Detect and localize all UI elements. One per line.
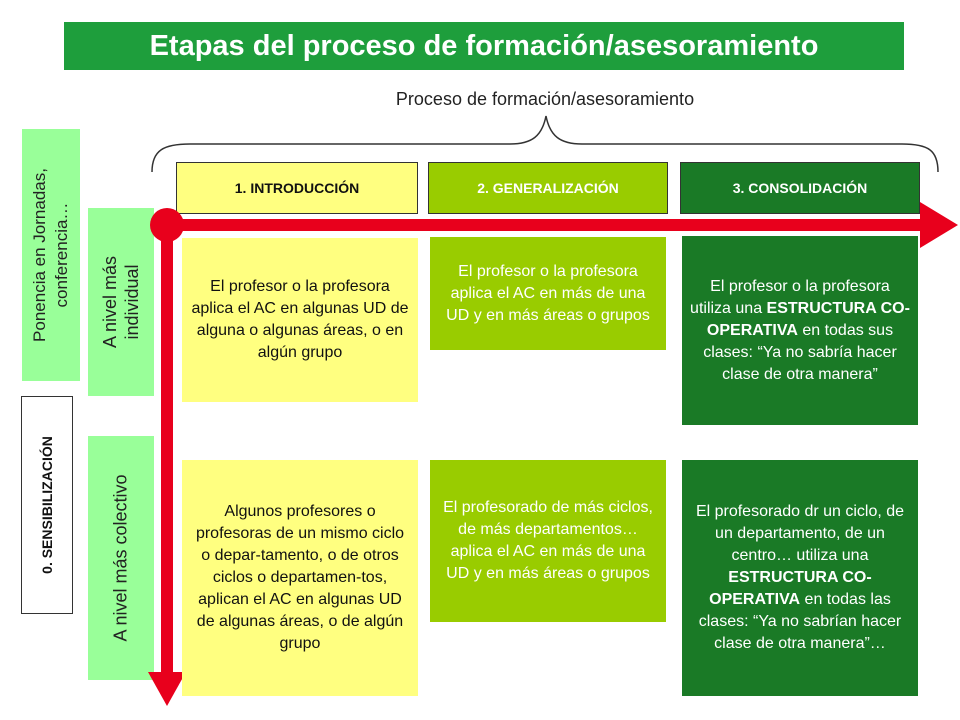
cell-gen-colectivo: El profesorado de más ciclos, de más departamentos… aplica el AC en más de una UD y en más áreas o grupos [430,460,666,622]
page-title: Etapas del proceso de formación/asesoramiento [64,22,904,70]
cell-intro-colectivo: Algunos profesores o profesoras de un mismo ciclo o depar-tamento, o de otros ciclos o departamen-tos, aplican el AC en algunas UD de algunas áreas, o de algún grupo [182,460,418,696]
process-label: Proceso de formación/asesoramiento [395,89,695,109]
cell-cons-colectivo [682,460,918,696]
sensibilizacion-label: 0. SENSIBILIZACIÓN [39,436,55,574]
stage-generalizacion: 2. GENERALIZACIÓN [428,162,668,214]
ponencia-line-2: conferencia… [52,202,71,308]
row-colectivo-text: A nivel más colectivo [111,474,132,642]
stage-consolidacion: 3. CONSOLIDACIÓN [680,162,920,214]
cell-intro-individual: El profesor o la profesora aplica el AC en algunas UD de alguna o algunas áreas, o en algún grupo [182,238,418,402]
row-individual-line-2: individual [122,264,143,340]
cell-cons-colectivo-text: El profesorado dr un ciclo, de un departamento, de un centro… utiliza una ESTRUCTURA CO-OPERATIVA en todas las clases: “Ya no sabrían hacer clase de otra manera”… [695,503,905,652]
cell-cons-individual-text: El profesor o la profesora utiliza una ESTRUCTURA CO-OPERATIVA en todas sus clases: “Ya no sabría hacer clase de otra manera” [690,277,910,383]
cell-gen-individual: El profesor o la profesora aplica el AC en más de una UD y en más áreas o grupos [430,237,666,350]
row-individual-line-1: A nivel más [100,255,121,349]
ponencia-line-1: Ponencia en Jornadas, [30,168,49,342]
cell-cons-individual [682,236,918,425]
stage-introduccion: 1. INTRODUCCIÓN [176,162,418,214]
